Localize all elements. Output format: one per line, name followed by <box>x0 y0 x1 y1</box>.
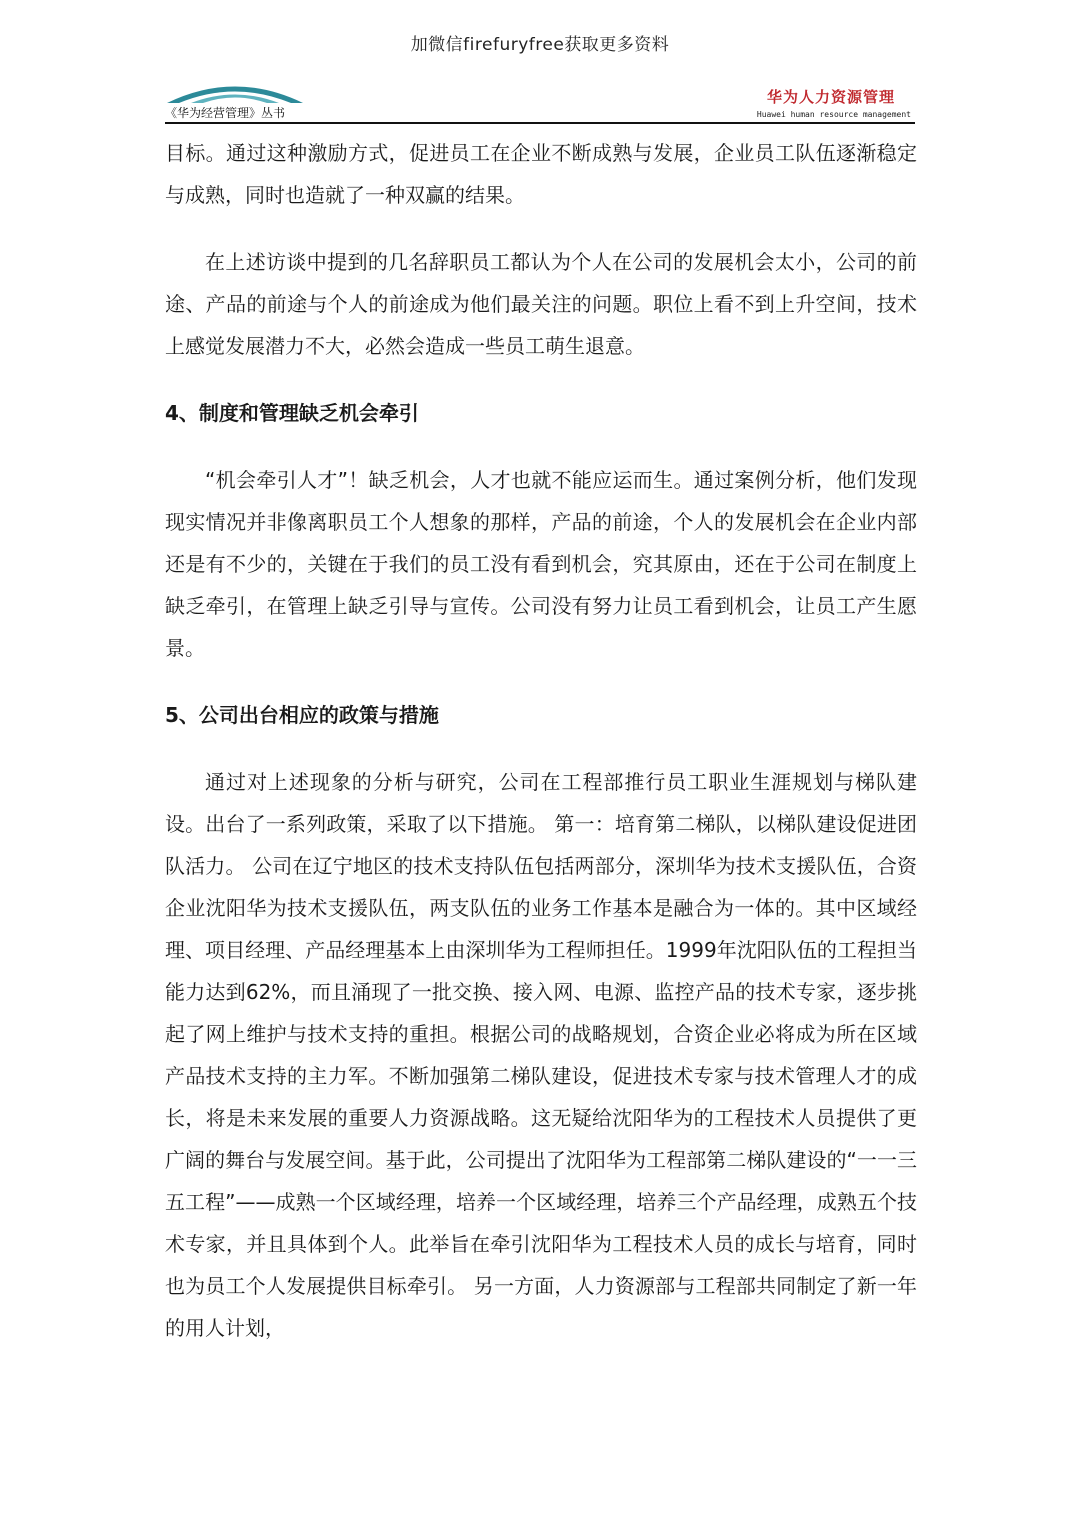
section-heading-5: 5、公司出台相应的政策与措施 <box>165 703 439 727</box>
mountain-logo-icon <box>165 76 305 106</box>
paragraph-4: 通过对上述现象的分析与研究，公司在工程部推行员工职业生涯规划与梯队建设。出台了一系列政策，采取了以下措施。 第一：培育第二梯队，以梯队建设促进团队活力。 公司在辽宁地区的技术支持队伍包括两部分，深圳华为技术支援队伍，合资企业沈阳华为技术支援队伍，两支队伍的业务工作基本是融合为一体的。其中区域经理、项目经理、产品经理基本上由深圳华为工程师担任。1999年沈阳队伍的工程担当能力达到62%，而且涌现了一批交换、接入网、电源、监控产品的技术专家，逐步挑起了网上维护与技术支持的重担。根据公司的战略规划，合资企业必将成为所在区域产品技术支持的主力军。不断加强第二梯队建设，促进技术专家与技术管理人才的成长，将是未来发展的重要人力资源战略。这无疑给沈阳华为的工程技术人员提供了更广阔的舞台与发展空间。基于此，公司提出了沈阳华为工程部第二梯队建设的“一一三五工程”——成熟一个区域经理，培养一个区域经理，培养三个产品经理，成熟五个技术专家，并且具体到个人。此举旨在牵引沈阳华为工程技术人员的成长与培育，同时也为员工个人发展提供目标牵引。 另一方面，人力资源部与工程部共同制定了新一年的用人计划， <box>165 770 917 1340</box>
top-watermark-text: 加微信firefuryfree获取更多资料 <box>410 35 670 55</box>
paragraph-3: “机会牵引人才”！缺乏机会，人才也就不能应运而生。通过案例分析，他们发现现实情况并非像离职员工个人想象的那样，产品的前途，个人的发展机会在企业内部还是有不少的，关键在于我们的员工没有看到机会，究其原由，还在于公司在制度上缺乏牵引，在管理上缺乏引导与宣传。公司没有努力让员工看到机会，让员工产生愿景。 <box>165 468 917 660</box>
page-body <box>165 132 917 1349</box>
page-header <box>165 76 915 124</box>
section-heading-4: 4、制度和管理缺乏机会牵引 <box>165 401 419 425</box>
series-title: 《华为经营管理》丛书 <box>165 106 286 120</box>
paragraph-1: 目标。通过这种激励方式，促进员工在企业不断成熟与发展，企业员工队伍逐渐稳定与成熟，同时也造就了一种双赢的结果。 <box>165 141 917 207</box>
header-divider <box>165 122 915 124</box>
brand-subtitle: Huawei human resource management <box>756 110 911 119</box>
paragraph-2: 在上述访谈中提到的几名辞职员工都认为个人在公司的发展机会太小，公司的前途、产品的前途与个人的前途成为他们最关注的问题。职位上看不到上升空间，技术上感觉发展潜力不大，必然会造成一些员工萌生退意。 <box>165 250 917 358</box>
brand-title: 华为人力资源管理 <box>766 88 895 106</box>
